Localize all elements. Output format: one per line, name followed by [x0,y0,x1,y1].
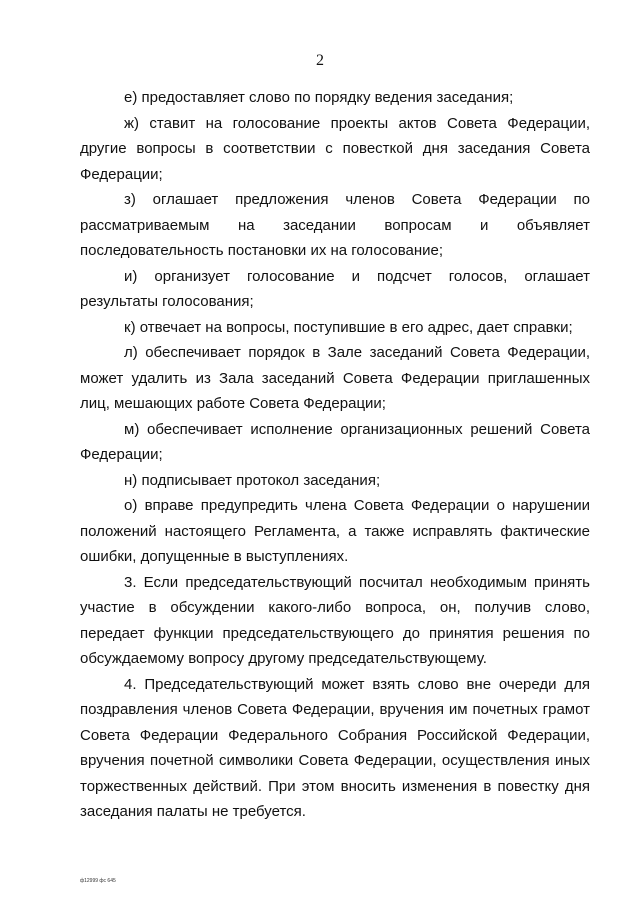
page-number: 2 [316,52,324,69]
paragraph-n: н) подписывает протокол заседания; [124,471,381,489]
paragraph-i: и) организует голосование и подсчет голосов, оглашает результаты голосования; [80,267,590,310]
paragraph-zh: ж) ставит на голосование проекты актов Совета Федерации, другие вопросы в соответствии с повесткой дня заседания Совета Федерации; [80,114,590,183]
footer-code: ф12999 фс 645 [80,878,116,884]
paragraph-k: к) отвечает на вопросы, поступившие в его адрес, дает справки; [124,318,573,336]
paragraph-o: о) вправе предупредить члена Совета Федерации о нарушении положений настоящего Регламента, а также исправлять фактические ошибки, допущенные в выступлениях. [80,497,590,565]
paragraph-l: л) обеспечивает порядок в Зале заседаний Совета Федерации, может удалить из Зала заседаний Совета Федерации приглашенных лиц, мешающих работе Совета Федерации; [80,344,590,412]
paragraph-e: е) предоставляет слово по порядку ведения заседания; [124,89,514,106]
paragraph-z: з) оглашает предложения членов Совета Федерации по рассматриваемым на заседании вопросам и объявляет последовательность постановки их на голосование; [80,191,590,259]
document-body [80,85,590,825]
paragraph-4: 4. Председательствующий может взять слово вне очереди для поздравления членов Совета Федерации, вручения им почетных грамот Совета Федерации Федерального Собрания Российской Федерации, вручения почетной символики Совета Федерации, осуществления иных торжественных действий. При этом вносить изменения в повестку дня заседания палаты не требуется. [80,675,590,820]
paragraph-3: 3. Если председательствующий посчитал необходимым принять участие в обсуждении какого-либо вопроса, он, получив слово, передает функции председательствующего до принятия решения по обсуждаемому вопросу другому председательствующему. [80,573,590,667]
paragraph-m: м) обеспечивает исполнение организационных решений Совета Федерации; [80,420,590,463]
